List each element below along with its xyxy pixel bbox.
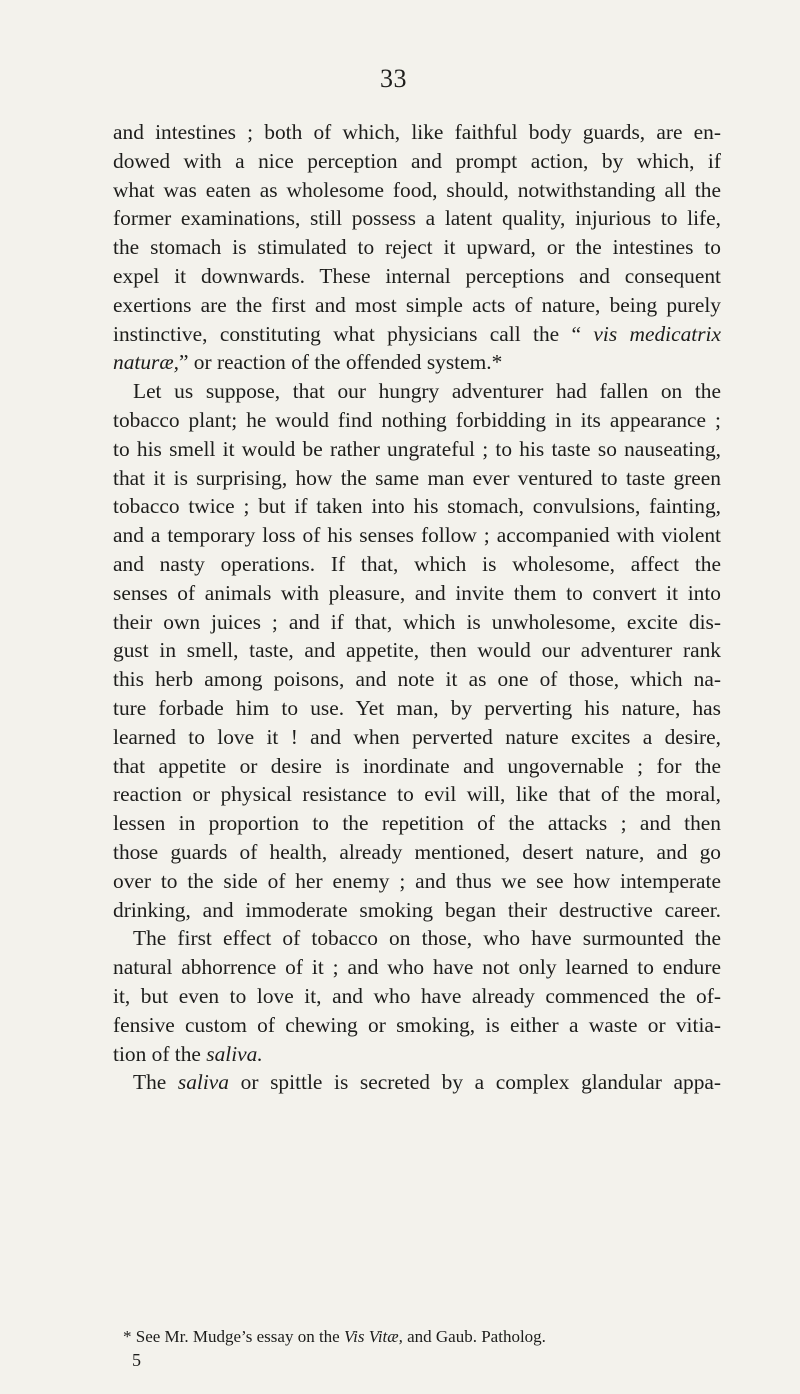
- text-run: and intestines ; both of which, like faithful body guards, are en-: [113, 120, 721, 144]
- text-line: [113, 953, 721, 982]
- footnote: [123, 1326, 546, 1348]
- italic-text: Vis Vitæ,: [343, 1327, 403, 1346]
- text-run: what was eaten as wholesome food, should, notwithstanding all the: [113, 177, 721, 202]
- text-run: the stomach is stimulated to reject it upward, or the intestines to: [113, 235, 721, 260]
- text-line: [113, 608, 721, 637]
- text-line: [113, 1040, 721, 1069]
- text-line: [113, 464, 721, 493]
- text-line: [113, 320, 721, 349]
- text-run: tobacco twice ; but if taken into his stomach, convulsions, fainting,: [113, 494, 721, 519]
- text-line: [113, 579, 721, 608]
- text-run: those guards of health, already mentioned, desert nature, and go: [113, 839, 721, 864]
- text-run: lessen in proportion to the repetition of the attacks ; and then: [113, 811, 721, 836]
- text-run: ” or reaction of the offended system.*: [178, 350, 503, 375]
- text-line: [113, 176, 721, 205]
- text-line: [113, 204, 721, 233]
- text-line: [113, 1011, 721, 1040]
- italic-text: saliva: [177, 1070, 230, 1095]
- text-line: [113, 233, 721, 262]
- text-line: [113, 809, 721, 838]
- text-line: [113, 636, 721, 665]
- text-run: tion of the: [113, 1041, 207, 1066]
- page-number: 33: [380, 64, 407, 93]
- body-text: [113, 118, 721, 1097]
- text-line: [113, 752, 721, 781]
- text-line: [113, 694, 721, 723]
- text-run: * See Mr. Mudge’s essay on the: [123, 1327, 344, 1346]
- text-run: senses of animals with pleasure, and invite them to convert it into: [113, 580, 721, 605]
- text-run: their own juices ; and if that, which is unwholesome, excite dis-: [113, 609, 721, 634]
- text-line: [113, 348, 721, 377]
- text-line: [113, 377, 721, 406]
- text-run: former examinations, still possess a latent quality, injurious to life,: [113, 206, 721, 231]
- text-line: [113, 291, 721, 320]
- text-run: to his smell it would be rather ungrateful ; to his taste so nauseating,: [113, 436, 721, 461]
- text-line: [113, 406, 721, 435]
- italic-text: saliva.: [206, 1041, 263, 1066]
- text-run: Let us suppose, that our hungry adventurer had fallen on the: [133, 379, 721, 404]
- text-line: [113, 550, 721, 579]
- text-line: [113, 838, 721, 867]
- signature-mark: 5: [132, 1350, 141, 1370]
- text-run: that it is surprising, how the same man ever ventured to taste green: [113, 465, 721, 490]
- text-line: [113, 780, 721, 809]
- text-line: [113, 492, 721, 521]
- text-line: [113, 665, 721, 694]
- text-line: [113, 521, 721, 550]
- text-run: and Gaub. Patholog.: [402, 1327, 546, 1346]
- text-run: over to the side of her enemy ; and thus we see how intemperate: [113, 868, 721, 893]
- text-run: drinking, and immoderate smoking began their destructive career.: [113, 897, 721, 922]
- text-run: or spittle is secreted by a complex glandular appa-: [229, 1070, 722, 1095]
- text-run: learned to love it ! and when perverted nature excites a desire,: [113, 724, 721, 749]
- text-run: tobacco plant; he would find nothing forbidding in its appearance ;: [113, 407, 721, 432]
- text-run: this herb among poisons, and note it as one of those, which na-: [113, 667, 721, 692]
- text-run: The: [133, 1070, 178, 1095]
- text-run: instinctive, constituting what physicians call the “: [113, 321, 594, 346]
- text-run: fensive custom of chewing or smoking, is either a waste or vitia-: [113, 1012, 721, 1037]
- italic-text: vis medicatrix: [593, 321, 721, 346]
- text-line: [113, 867, 721, 896]
- text-line: [113, 1068, 721, 1097]
- text-line: [113, 118, 721, 147]
- text-run: natural abhorrence of it ; and who have not only learned to endure: [113, 955, 721, 980]
- text-run: exertions are the first and most simple acts of nature, being purely: [113, 292, 721, 317]
- text-run: that appetite or desire is inordinate and ungovernable ; for the: [113, 753, 721, 778]
- text-line: [113, 262, 721, 291]
- text-line: [113, 147, 721, 176]
- italic-text: naturæ,: [113, 350, 179, 375]
- text-line: [113, 435, 721, 464]
- text-line: [113, 723, 721, 752]
- text-run: it, but even to love it, and who have already commenced the of-: [113, 983, 721, 1008]
- text-run: The first effect of tobacco on those, who have surmounted the: [133, 926, 721, 951]
- text-line: [113, 896, 721, 925]
- text-run: gust in smell, taste, and appetite, then would our adventurer rank: [113, 638, 721, 663]
- text-line: [113, 924, 721, 953]
- text-line: [113, 982, 721, 1011]
- text-run: dowed with a nice perception and prompt action, by which, if: [113, 148, 721, 173]
- text-run: ture forbade him to use. Yet man, by perverting his nature, has: [113, 695, 721, 720]
- text-run: expel it downwards. These internal perceptions and consequent: [113, 263, 721, 288]
- text-run: reaction or physical resistance to evil will, like that of the moral,: [113, 782, 721, 807]
- text-run: and nasty operations. If that, which is wholesome, affect the: [113, 551, 721, 576]
- text-run: and a temporary loss of his senses follow ; accompanied with violent: [113, 523, 721, 548]
